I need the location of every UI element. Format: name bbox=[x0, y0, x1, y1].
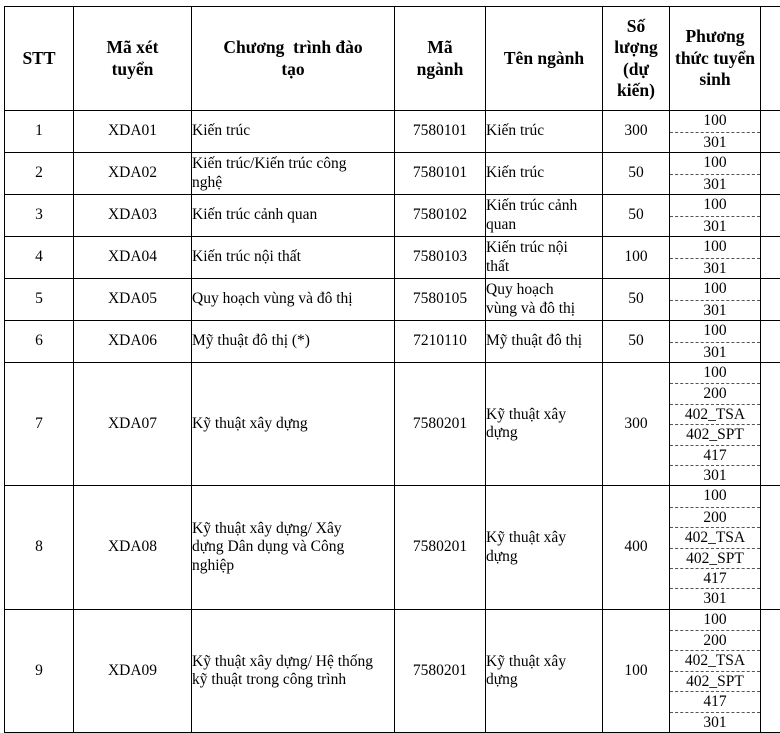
method-item: 200 bbox=[670, 383, 760, 403]
cell-phuong-thuc bbox=[670, 279, 761, 321]
cell-phuong-thuc bbox=[670, 153, 761, 195]
cell-ma-nganh: 7580201 bbox=[395, 609, 486, 732]
cell-chuong-trinh: Kiến trúc cảnh quan bbox=[192, 195, 395, 237]
cell-ma-nganh: 7580101 bbox=[395, 111, 486, 153]
header-ma-xet-tuyen: Mã xét tuyển bbox=[74, 7, 192, 111]
cell-ma-nganh: 7580201 bbox=[395, 486, 486, 609]
cell-ten-nganh: Kiến trúc nội thất bbox=[486, 237, 603, 279]
method-item: 100 bbox=[670, 321, 760, 342]
cell-so-luong: 50 bbox=[603, 279, 670, 321]
header-extra-column bbox=[761, 7, 780, 111]
cell-stt: 5 bbox=[5, 279, 74, 321]
header-ma-nganh: Mã ngành bbox=[395, 7, 486, 111]
method-item: 402_TSA bbox=[670, 527, 760, 547]
cell-so-luong: 300 bbox=[603, 111, 670, 153]
method-item: 402_SPT bbox=[670, 548, 760, 568]
cell-ma-nganh: 7210110 bbox=[395, 321, 486, 363]
cell-so-luong: 50 bbox=[603, 321, 670, 363]
method-item: 402_SPT bbox=[670, 671, 760, 691]
method-item: 100 bbox=[670, 111, 760, 132]
method-item: 417 bbox=[670, 568, 760, 588]
header-so-luong: Số lượng (dự kiến) bbox=[603, 7, 670, 111]
method-item: 417 bbox=[670, 691, 760, 711]
cell-extra bbox=[761, 609, 780, 732]
cell-ma-xet-tuyen: XDA05 bbox=[74, 279, 192, 321]
cell-extra bbox=[761, 321, 780, 363]
cell-ma-xet-tuyen: XDA01 bbox=[74, 111, 192, 153]
cell-phuong-thuc bbox=[670, 486, 761, 609]
header-stt: STT bbox=[5, 7, 74, 111]
cell-ma-nganh: 7580103 bbox=[395, 237, 486, 279]
cell-ma-xet-tuyen: XDA08 bbox=[74, 486, 192, 609]
cell-ma-nganh: 7580105 bbox=[395, 279, 486, 321]
method-item: 402_TSA bbox=[670, 404, 760, 424]
cell-phuong-thuc bbox=[670, 609, 761, 732]
table-row bbox=[5, 363, 780, 486]
cell-ma-xet-tuyen: XDA03 bbox=[74, 195, 192, 237]
cell-stt: 1 bbox=[5, 111, 74, 153]
cell-phuong-thuc bbox=[670, 111, 761, 153]
table-body bbox=[5, 111, 780, 733]
method-item: 100 bbox=[670, 279, 760, 300]
cell-ma-xet-tuyen: XDA06 bbox=[74, 321, 192, 363]
cell-ten-nganh: Kỹ thuật xây dựng bbox=[486, 363, 603, 486]
method-item: 402_SPT bbox=[670, 424, 760, 444]
cell-ma-xet-tuyen: XDA04 bbox=[74, 237, 192, 279]
table-row bbox=[5, 195, 780, 237]
cell-chuong-trinh: Kỹ thuật xây dựng/ Hệ thống kỹ thuật trong công trình bbox=[192, 609, 395, 732]
cell-ma-xet-tuyen: XDA07 bbox=[74, 363, 192, 486]
cell-so-luong: 100 bbox=[603, 609, 670, 732]
cell-phuong-thuc bbox=[670, 321, 761, 363]
header-row bbox=[5, 7, 780, 111]
header-phuong-thuc: Phương thức tuyển sinh bbox=[670, 7, 761, 111]
table-row bbox=[5, 237, 780, 279]
cell-ma-xet-tuyen: XDA09 bbox=[74, 609, 192, 732]
cell-ma-nganh: 7580101 bbox=[395, 153, 486, 195]
cell-chuong-trinh: Kỹ thuật xây dựng bbox=[192, 363, 395, 486]
cell-chuong-trinh: Kiến trúc/Kiến trúc công nghệ bbox=[192, 153, 395, 195]
table-row bbox=[5, 486, 780, 609]
method-item: 100 bbox=[670, 610, 760, 630]
cell-so-luong: 400 bbox=[603, 486, 670, 609]
method-item: 301 bbox=[670, 258, 760, 279]
table-row bbox=[5, 111, 780, 153]
cell-so-luong: 300 bbox=[603, 363, 670, 486]
cell-ten-nganh: Kỹ thuật xây dựng bbox=[486, 609, 603, 732]
cell-stt: 6 bbox=[5, 321, 74, 363]
cell-so-luong: 50 bbox=[603, 195, 670, 237]
cell-phuong-thuc bbox=[670, 195, 761, 237]
method-item: 301 bbox=[670, 132, 760, 153]
table-row bbox=[5, 609, 780, 732]
cell-ten-nganh: Quy hoạch vùng và đô thị bbox=[486, 279, 603, 321]
cell-stt: 9 bbox=[5, 609, 74, 732]
cell-extra bbox=[761, 153, 780, 195]
cell-extra bbox=[761, 237, 780, 279]
cell-ten-nganh: Kỹ thuật xây dựng bbox=[486, 486, 603, 609]
cell-stt: 2 bbox=[5, 153, 74, 195]
method-item: 100 bbox=[670, 153, 760, 174]
cell-so-luong: 50 bbox=[603, 153, 670, 195]
cell-chuong-trinh: Quy hoạch vùng và đô thị bbox=[192, 279, 395, 321]
cell-so-luong: 100 bbox=[603, 237, 670, 279]
cell-ten-nganh: Mỹ thuật đô thị bbox=[486, 321, 603, 363]
header-ten-nganh: Tên ngành bbox=[486, 7, 603, 111]
cell-ma-xet-tuyen: XDA02 bbox=[74, 153, 192, 195]
method-item: 301 bbox=[670, 465, 760, 485]
cell-extra bbox=[761, 195, 780, 237]
cell-chuong-trinh: Kỹ thuật xây dựng/ Xây dựng Dân dụng và Công nghiệp bbox=[192, 486, 395, 609]
header-chuong-trinh: Chương trình đào tạo bbox=[192, 7, 395, 111]
cell-ma-nganh: 7580102 bbox=[395, 195, 486, 237]
method-item: 200 bbox=[670, 630, 760, 650]
method-item: 100 bbox=[670, 486, 760, 506]
method-item: 301 bbox=[670, 174, 760, 195]
cell-phuong-thuc bbox=[670, 237, 761, 279]
method-item: 417 bbox=[670, 445, 760, 465]
cell-extra bbox=[761, 363, 780, 486]
cell-stt: 7 bbox=[5, 363, 74, 486]
cell-extra bbox=[761, 279, 780, 321]
cell-phuong-thuc bbox=[670, 363, 761, 486]
method-item: 301 bbox=[670, 216, 760, 237]
cell-extra bbox=[761, 111, 780, 153]
method-item: 301 bbox=[670, 300, 760, 321]
cell-stt: 4 bbox=[5, 237, 74, 279]
method-item: 100 bbox=[670, 363, 760, 383]
method-item: 402_TSA bbox=[670, 650, 760, 670]
method-item: 200 bbox=[670, 507, 760, 527]
method-item: 100 bbox=[670, 195, 760, 216]
cell-extra bbox=[761, 486, 780, 609]
admission-table bbox=[4, 6, 780, 733]
method-item: 100 bbox=[670, 237, 760, 258]
cell-ten-nganh: Kiến trúc bbox=[486, 153, 603, 195]
method-item: 301 bbox=[670, 342, 760, 363]
cell-ten-nganh: Kiến trúc cảnh quan bbox=[486, 195, 603, 237]
cell-ten-nganh: Kiến trúc bbox=[486, 111, 603, 153]
table-row bbox=[5, 279, 780, 321]
table-row bbox=[5, 153, 780, 195]
method-item: 301 bbox=[670, 712, 760, 732]
method-item: 301 bbox=[670, 588, 760, 608]
cell-chuong-trinh: Kiến trúc bbox=[192, 111, 395, 153]
table-row bbox=[5, 321, 780, 363]
cell-stt: 3 bbox=[5, 195, 74, 237]
cell-chuong-trinh: Mỹ thuật đô thị (*) bbox=[192, 321, 395, 363]
cell-chuong-trinh: Kiến trúc nội thất bbox=[192, 237, 395, 279]
cell-ma-nganh: 7580201 bbox=[395, 363, 486, 486]
cell-stt: 8 bbox=[5, 486, 74, 609]
